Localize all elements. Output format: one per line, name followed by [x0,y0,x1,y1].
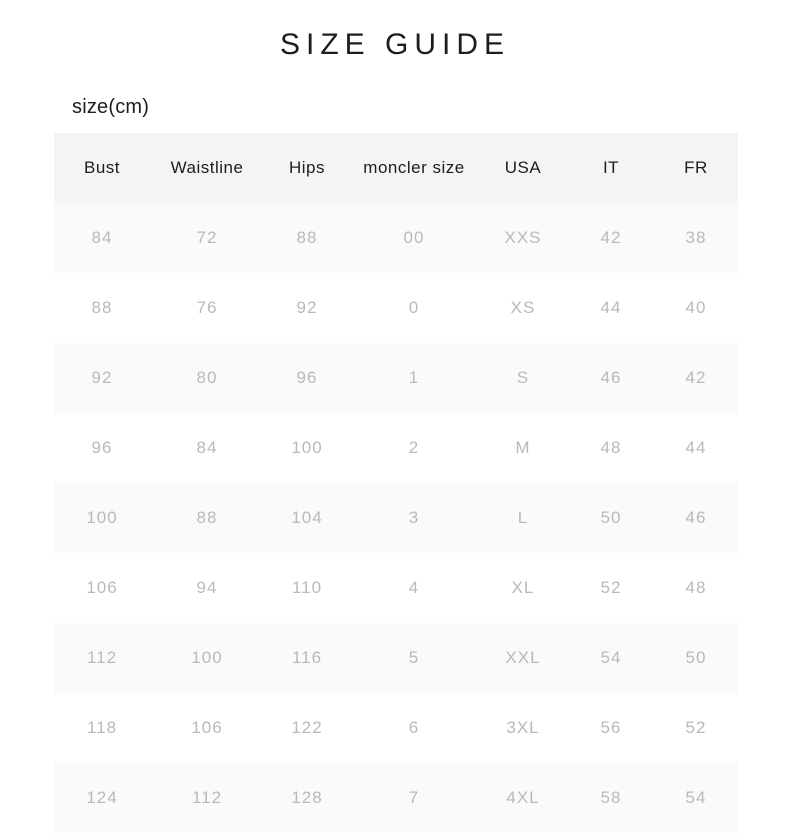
cell-fr: 48 [654,553,738,623]
cell-fr: 50 [654,623,738,693]
cell-waistline: 100 [150,623,264,693]
cell-hips: 116 [264,623,350,693]
cell-waistline: 80 [150,343,264,413]
cell-bust: 118 [54,693,150,763]
cell-waistline: 112 [150,763,264,833]
cell-waistline: 106 [150,693,264,763]
cell-bust: 88 [54,273,150,343]
cell-usa: XS [478,273,568,343]
cell-hips: 128 [264,763,350,833]
cell-fr: 38 [654,203,738,273]
table-header [54,133,738,203]
unit-label: size(cm) [72,96,150,118]
column-header-it: IT [568,133,654,203]
cell-bust: 112 [54,623,150,693]
cell-it: 58 [568,763,654,833]
page-title: SIZE GUIDE [279,28,511,61]
cell-hips: 92 [264,273,350,343]
cell-moncler-size: 2 [350,413,478,483]
cell-bust: 92 [54,343,150,413]
table-row [54,413,738,483]
cell-hips: 100 [264,413,350,483]
cell-usa: XXL [478,623,568,693]
cell-fr: 42 [654,343,738,413]
cell-moncler-size: 00 [350,203,478,273]
cell-fr: 52 [654,693,738,763]
column-header-fr: FR [654,133,738,203]
column-header-hips: Hips [264,133,350,203]
cell-it: 56 [568,693,654,763]
cell-it: 46 [568,343,654,413]
cell-bust: 100 [54,483,150,553]
table-header-row [54,133,738,203]
table-row [54,623,738,693]
cell-moncler-size: 1 [350,343,478,413]
cell-fr: 46 [654,483,738,553]
cell-bust: 106 [54,553,150,623]
table-row [54,273,738,343]
cell-moncler-size: 0 [350,273,478,343]
table-row [54,343,738,413]
cell-fr: 54 [654,763,738,833]
table-body [54,203,738,833]
cell-moncler-size: 6 [350,693,478,763]
cell-hips: 88 [264,203,350,273]
table-row [54,203,738,273]
cell-bust: 124 [54,763,150,833]
cell-hips: 104 [264,483,350,553]
cell-waistline: 76 [150,273,264,343]
column-header-moncler-size: moncler size [350,133,478,203]
cell-it: 44 [568,273,654,343]
cell-waistline: 84 [150,413,264,483]
cell-bust: 84 [54,203,150,273]
cell-waistline: 72 [150,203,264,273]
column-header-waistline: Waistline [150,133,264,203]
cell-fr: 40 [654,273,738,343]
cell-usa: 4XL [478,763,568,833]
column-header-bust: Bust [54,133,150,203]
cell-bust: 96 [54,413,150,483]
size-table [54,133,738,833]
table-row [54,553,738,623]
cell-usa: S [478,343,568,413]
column-header-usa: USA [478,133,568,203]
cell-it: 54 [568,623,654,693]
cell-usa: L [478,483,568,553]
cell-it: 42 [568,203,654,273]
cell-it: 48 [568,413,654,483]
cell-fr: 44 [654,413,738,483]
cell-usa: XL [478,553,568,623]
cell-usa: XXS [478,203,568,273]
cell-hips: 96 [264,343,350,413]
cell-waistline: 94 [150,553,264,623]
cell-it: 52 [568,553,654,623]
cell-it: 50 [568,483,654,553]
cell-waistline: 88 [150,483,264,553]
cell-hips: 110 [264,553,350,623]
cell-moncler-size: 3 [350,483,478,553]
cell-usa: 3XL [478,693,568,763]
table-row [54,693,738,763]
cell-moncler-size: 7 [350,763,478,833]
table-row [54,483,738,553]
cell-moncler-size: 5 [350,623,478,693]
cell-moncler-size: 4 [350,553,478,623]
cell-usa: M [478,413,568,483]
cell-hips: 122 [264,693,350,763]
size-table-container [54,133,738,833]
table-row [54,763,738,833]
